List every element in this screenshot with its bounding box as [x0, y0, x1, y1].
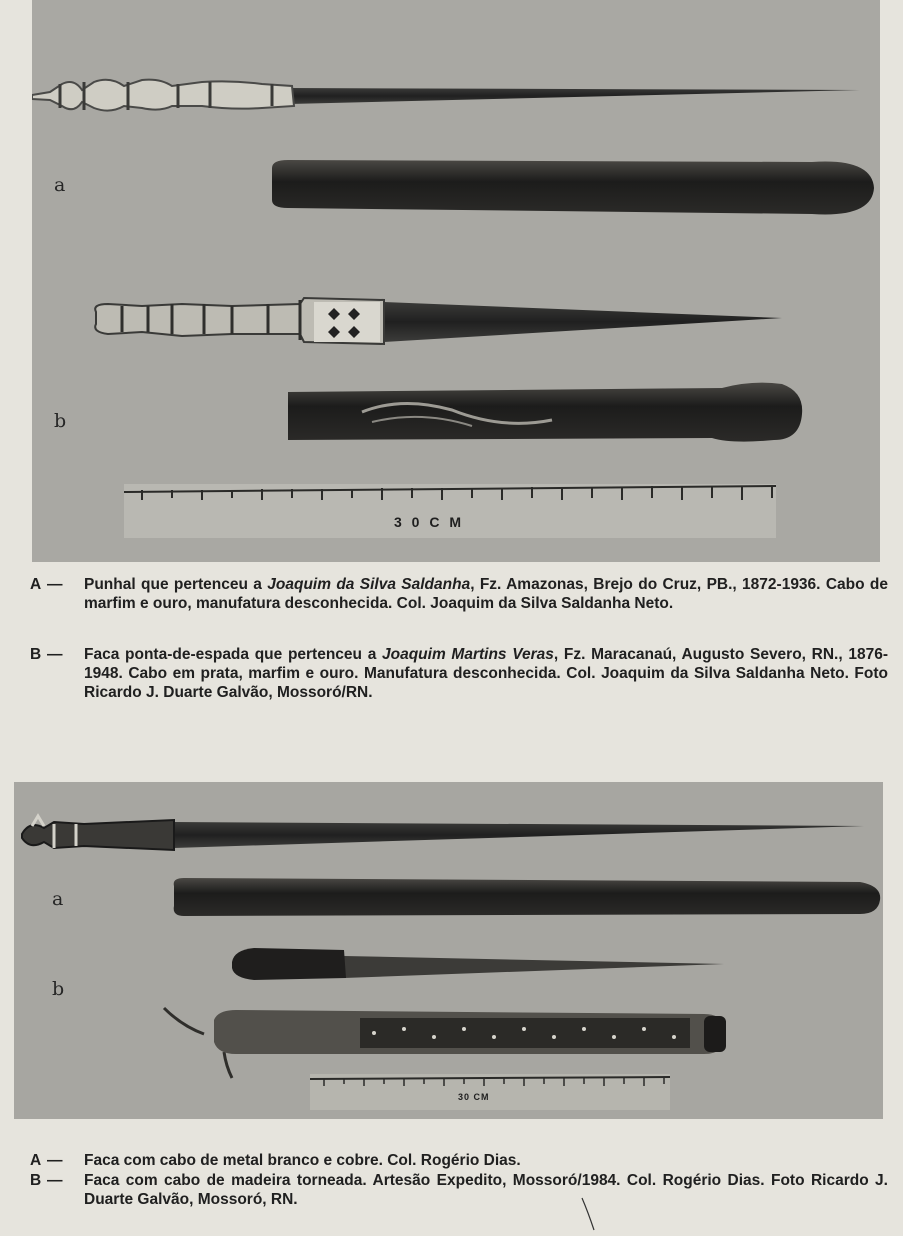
photo-faca-rogerio-dias — [14, 782, 883, 1119]
knife-b — [232, 948, 724, 980]
sheath-a — [174, 878, 880, 916]
caption-text: Faca com cabo de madeira torneada. Artesão Expedito, Mossoró/1984. Col. Rogério Dias. Foto Ricardo J. Duarte Galvão, Mossoró, RN. — [84, 1172, 888, 1208]
photo-illustration — [14, 782, 883, 1119]
caption-text — [84, 645, 888, 702]
caption-letter: A — [30, 1152, 42, 1169]
knife-a — [22, 816, 864, 850]
sheath-b — [288, 383, 802, 442]
caption-top-a — [30, 575, 888, 633]
ruler-30cm — [310, 1074, 670, 1110]
sheath-b — [164, 1008, 726, 1078]
label-b: b — [52, 978, 65, 1000]
caption-letter: B — [30, 1172, 42, 1189]
caption-dash: — — [47, 1172, 63, 1189]
ruler-label: 3 0 C M — [394, 514, 465, 530]
caption-text: Faca com cabo de metal branco e cobre. Col. Rogério Dias. — [84, 1152, 521, 1169]
caption-text-pre: Faca ponta-de-espada que pertenceu a — [84, 646, 382, 663]
caption-text-name: Joaquim da Silva Saldanha — [267, 576, 471, 593]
caption-text-post: , Fz. Maracanaú, Augusto Severo, RN., 1876-1948. Cabo em prata, marfim e ouro. Manufatura desconhecida. Col. Joaquim da Silva Saldanha Neto. Foto Ricardo J. Duarte Galvão, Mossoró/RN. — [84, 646, 888, 701]
label-a: a — [54, 174, 66, 196]
caption-letter: A — [30, 576, 42, 593]
caption-letter: B — [30, 646, 42, 663]
caption-dash: — — [47, 646, 63, 663]
caption-bottom-b — [30, 1171, 888, 1213]
caption-text-post: , Fz. Amazonas, Brejo do Cruz, PB., 1872-1936. Cabo de marfim e ouro, manufatura desconhecida. Col. Joaquim da Silva Saldanha Neto. — [84, 576, 888, 612]
caption-bottom-a — [30, 1151, 888, 1171]
ruler-label: 30 CM — [458, 1092, 490, 1102]
caption-text-name: Joaquim Martins Veras — [382, 646, 554, 663]
photo-punhal-and-faca — [32, 0, 880, 562]
photo-illustration — [32, 0, 880, 562]
sheath-a — [272, 160, 874, 214]
dagger-a-blade — [290, 88, 860, 104]
dagger-b-blade — [384, 302, 782, 342]
caption-dash: — — [47, 1152, 63, 1169]
dagger-b-handle — [95, 298, 384, 344]
pen-mark — [580, 1196, 600, 1232]
dagger-a-handle — [32, 80, 294, 111]
caption-dash: — — [47, 576, 63, 593]
caption-text — [84, 575, 888, 613]
label-a: a — [52, 888, 64, 910]
caption-top-b — [30, 645, 888, 725]
label-b: b — [54, 410, 67, 432]
caption-text-pre: Punhal que pertenceu a — [84, 576, 268, 593]
